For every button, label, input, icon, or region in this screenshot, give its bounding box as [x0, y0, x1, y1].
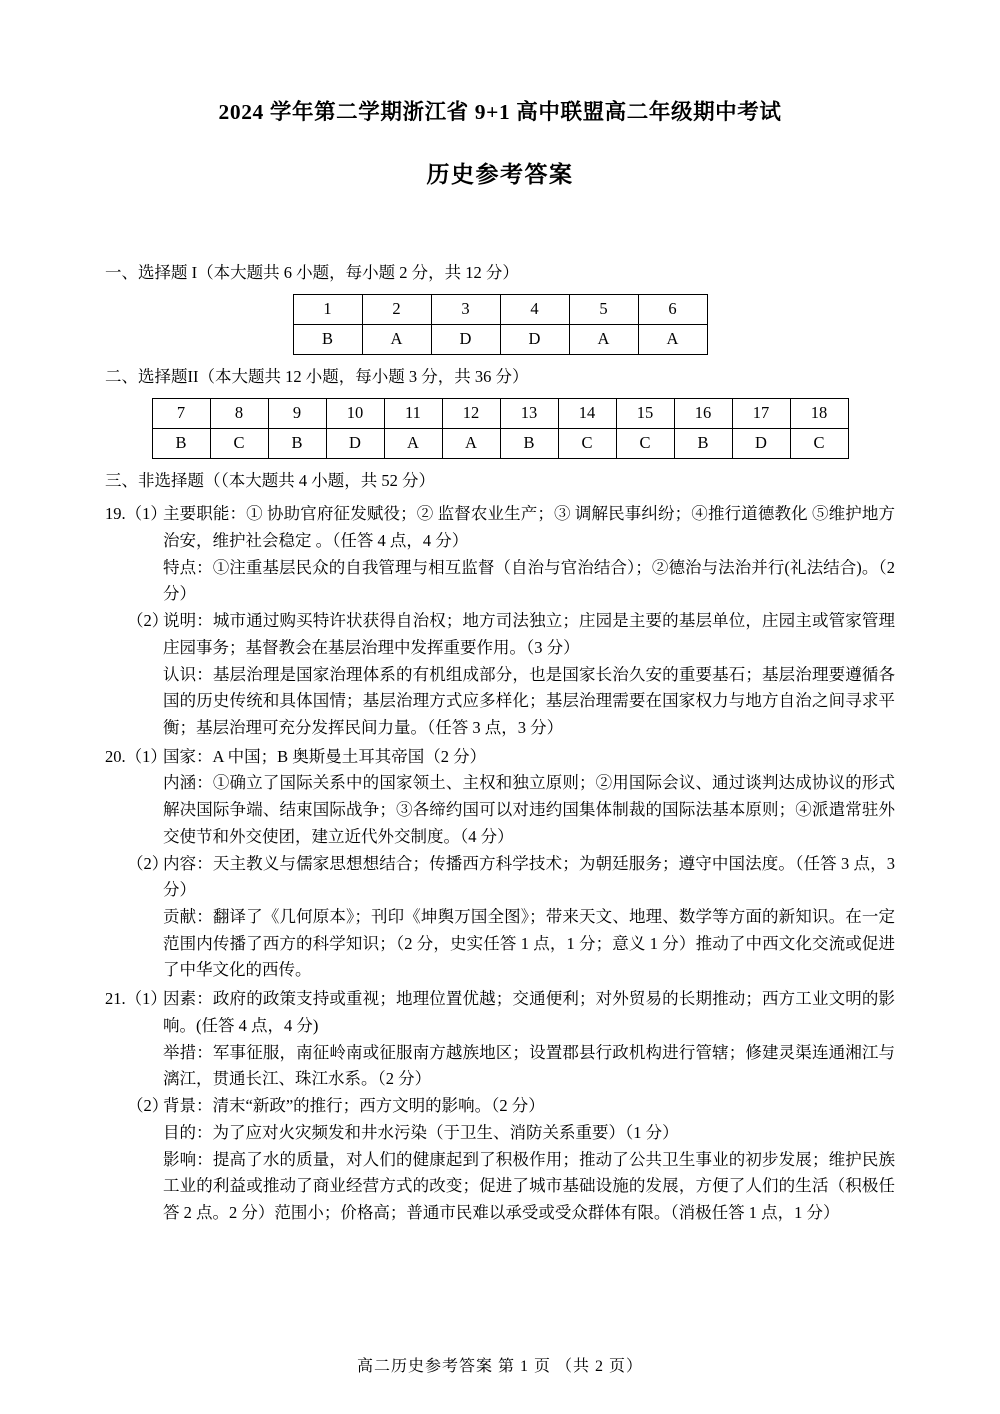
table-cell: C: [790, 428, 848, 458]
answer-text: 贡献：翻译了《几何原本》；刊印《坤舆万国全图》；带来天文、地理、数学等方面的新知识。在一定范围内传播了西方的科学知识；（2 分，史实任答 1 点，1 分；意义 1 分）推动了中西文化交流或促进了中华文化的西传。: [163, 907, 895, 980]
table-cell: 5: [569, 294, 638, 324]
answer-text: 认识：基层治理是国家治理体系的有机组成部分，也是国家长治久安的重要基石；基层治理要遵循各国的历史传统和具体国情；基层治理方式应多样化；基层治理需要在国家权力与地方自治之间寻求平衡；基层治理可充分发挥民间力量。（任答 3 点，3 分）: [163, 664, 895, 737]
answer-text: 内容：天主教义与儒家思想想结合；传播西方科学技术；为朝廷服务；遵守中国法度。（任答 3 点，3 分）: [163, 853, 895, 900]
answer-text: 主要职能：① 协助官府征发赋役；② 监督农业生产；③ 调解民事纠纷；④推行道德教化 ⑤维护地方治安，维护社会稳定 。（任答 4 点，4 分）: [163, 504, 895, 550]
question-20-part-2: [105, 851, 895, 904]
table-cell: 16: [674, 398, 732, 428]
table-cell: C: [558, 428, 616, 458]
table-cell: 15: [616, 398, 674, 428]
table-cell: C: [210, 428, 268, 458]
answer-text: 特点：①注重基层民众的自我管理与相互监督（自治与官治结合）；②德治与法治并行(礼法结合)。（2 分）: [163, 557, 895, 604]
page-footer: 高二历史参考答案 第 1 页 （共 2 页）: [356, 1358, 643, 1375]
table-cell: A: [569, 324, 638, 354]
table-cell: B: [268, 428, 326, 458]
table-cell: 3: [431, 294, 500, 324]
table-cell: D: [500, 324, 569, 354]
table-cell: D: [431, 324, 500, 354]
part-label: （2）: [127, 853, 169, 873]
question-21-part-1: [105, 986, 895, 1039]
part-label: （1）: [125, 989, 167, 1009]
table-cell: D: [326, 428, 384, 458]
answer-table-1: [293, 294, 708, 355]
section-3-heading: 三、非选择题（（本大题共 4 小题，共 52 分）: [105, 470, 435, 490]
answer-text: 背景：清末“新政”的推行；西方文明的影响。（2 分）: [163, 1096, 545, 1116]
answer-table-2: [152, 398, 849, 459]
section-2-heading: 二、选择题II（本大题共 12 小题，每小题 3 分，共 36 分）: [105, 366, 529, 386]
table-cell: A: [384, 428, 442, 458]
table-cell: A: [362, 324, 431, 354]
table-cell: 13: [500, 398, 558, 428]
table-cell: 8: [210, 398, 268, 428]
table-cell: 1: [293, 294, 362, 324]
table-cell: C: [616, 428, 674, 458]
table-cell: A: [442, 428, 500, 458]
answer-text: 说明：城市通过购买特许状获得自治权；地方司法独立；庄园是主要的基层单位，庄园主或管家管理庄园事务；基督教会在基层治理中发挥重要作用。（3 分）: [163, 611, 895, 657]
table-cell: 4: [500, 294, 569, 324]
table-cell: 17: [732, 398, 790, 428]
table-cell: 18: [790, 398, 848, 428]
table-cell: 14: [558, 398, 616, 428]
table-cell: 6: [638, 294, 707, 324]
table-cell: B: [293, 324, 362, 354]
page-subtitle: 历史参考答案: [426, 162, 574, 187]
table-cell: 9: [268, 398, 326, 428]
question-number: 20.: [105, 746, 126, 766]
question-21-part-2: [105, 1093, 895, 1120]
answer-text: 内涵：①确立了国际关系中的国家领土、主权和独立原则；②用国际会议、通过谈判达成协议的形式解决国际争端、结束国际战争；③各缔约国可以对违约国集体制裁的国际法基本原则；④派遣常驻外交使节和外交使团，建立近代外交制度。（4 分）: [163, 773, 895, 846]
question-20-part-1: [105, 744, 895, 771]
table-cell: 11: [384, 398, 442, 428]
question-number: 19.: [105, 504, 126, 524]
section-1-heading: 一、选择题 I（本大题共 6 小题，每小题 2 分，共 12 分）: [105, 263, 519, 282]
question-19-part-2: [105, 608, 895, 661]
table-cell: 10: [326, 398, 384, 428]
answer-text: 目的：为了应对火灾频发和井水污染（于卫生、消防关系重要）（1 分）: [163, 1122, 679, 1142]
answer-text: 国家：A 中国；B 奥斯曼土耳其帝国（2 分）: [163, 746, 487, 766]
table-cell: B: [674, 428, 732, 458]
part-label: （2）: [127, 1096, 169, 1116]
table-cell: B: [500, 428, 558, 458]
answer-text: 举措：军事征服，南征岭南或征服南方越族地区；设置郡县行政机构进行管辖；修建灵渠连通湘江与漓江，贯通长江、珠江水系。（2 分）: [163, 1042, 895, 1089]
part-label: （1）: [125, 504, 167, 524]
table-row: [152, 398, 848, 428]
question-20: [105, 744, 895, 984]
part-label: （1）: [125, 746, 167, 766]
page-title: 2024 学年第二学期浙江省 9+1 高中联盟高二年级期中考试: [218, 100, 782, 124]
table-cell: D: [732, 428, 790, 458]
table-cell: 7: [152, 398, 210, 428]
table-cell: A: [638, 324, 707, 354]
part-label: （2）: [127, 611, 169, 631]
question-21: [105, 986, 895, 1226]
answer-text: 影响：提高了水的质量，对人们的健康起到了积极作用；推动了公共卫生事业的初步发展；维护民族工业的利益或推动了商业经营方式的改变；促进了城市基础设施的发展，方便了人们的生活（积极任答 2 点。2 分）范围小；价格高；普通市民难以承受或受众群体有限。（消极任答 1 点，1 分）: [163, 1149, 895, 1222]
answer-table-2-wrap: [105, 398, 895, 459]
question-19-part-1: [105, 501, 895, 554]
answer-table-1-wrap: [105, 294, 895, 355]
table-cell: 2: [362, 294, 431, 324]
table-row: [293, 324, 707, 354]
question-number: 21.: [105, 989, 126, 1009]
question-19: [105, 501, 895, 741]
table-row: [293, 294, 707, 324]
table-cell: B: [152, 428, 210, 458]
answer-text: 因素：政府的政策支持或重视；地理位置优越；交通便利；对外贸易的长期推动；西方工业文明的影响。(任答 4 点，4 分): [163, 989, 895, 1035]
table-row: [152, 428, 848, 458]
table-cell: 12: [442, 398, 500, 428]
